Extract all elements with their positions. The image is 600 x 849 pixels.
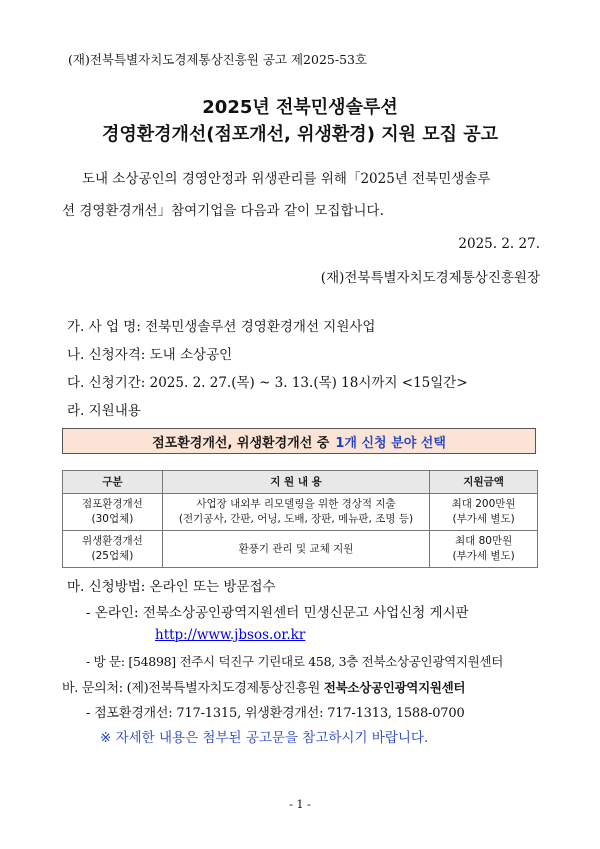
item-eligibility: 나. 신청자격: 도내 소상공인 — [67, 347, 233, 363]
banner-highlight: 1개 신청 분야 선택 — [335, 435, 446, 451]
amount-value: 최대 200만원 — [451, 498, 516, 510]
contact-info — [62, 677, 465, 696]
banner-text: 점포환경개선, 위생환경개선 중 — [152, 435, 330, 451]
page-title-line2: 경영환경개선(점포개선, 위생환경) 지원 모집 공고 — [101, 124, 499, 145]
visit-application: - 방 문: [54898] 전주시 덕진구 기린대로 458, 3층 전북소상공인광역지원센터 — [86, 654, 503, 669]
content-detail: (전기공사, 간판, 어닝, 도배, 장판, 메뉴판, 조명 등) — [178, 513, 414, 525]
application-method: 마. 신청방법: 온라인 또는 방문접수 — [67, 579, 276, 595]
contact-center: 전북소상공인광역지원센터 — [323, 680, 466, 695]
category-name: 위생환경개선 — [81, 535, 143, 547]
table-header-row — [63, 471, 538, 494]
header-content: 지 원 내 용 — [162, 471, 429, 494]
intro-line2: 션 경영환경개선」참여기업을 다음과 같이 모집합니다. — [62, 203, 384, 219]
table-row — [63, 531, 538, 568]
online-application: - 온라인: 전북소상공인광역지원센터 민생신문고 사업신청 게시판 — [86, 605, 469, 621]
amount-value: 최대 80만원 — [454, 535, 513, 547]
category-count: (25업체) — [91, 550, 134, 562]
header-category: 구분 — [63, 471, 163, 494]
notice-date: 2025. 2. 27. — [458, 236, 540, 252]
amount-note: (부가세 별도) — [452, 550, 515, 562]
issuing-organization: (재)전북특별자치도경제통상진흥원장 — [320, 270, 540, 286]
content-line: 사업장 내외부 리모델링을 위한 경상적 지출 — [196, 498, 396, 510]
notice-reference: (재)전북특별자치도경제통상진흥원 공고 제2025-53호 — [68, 52, 368, 67]
content-line: 환풍기 관리 및 교체 지원 — [238, 542, 354, 555]
page-title-line1: 2025년 전북민생솔루션 — [202, 97, 398, 118]
content-cell — [162, 494, 429, 531]
page-number: - 1 - — [289, 798, 311, 811]
amount-cell — [430, 531, 538, 568]
intro-line1: 도내 소상공인의 경영안정과 위생관리를 위해「2025년 전북민생솔루 — [82, 171, 491, 187]
item-application-period: 다. 신청기간: 2025. 2. 27.(목) ~ 3. 13.(목) 18시까지 <15일간> — [67, 375, 468, 391]
table-row — [63, 494, 538, 531]
item-support-content: 라. 지원내용 — [67, 403, 141, 419]
category-cell — [63, 494, 163, 531]
reference-note: ※ 자세한 내용은 첨부된 공고문을 참고하시기 바랍니다. — [100, 730, 429, 746]
amount-note: (부가세 별도) — [452, 513, 515, 525]
contact-label: 바. 문의처: (제)전북특별자치도경제통상진흥원 — [62, 681, 321, 696]
content-cell — [162, 531, 429, 568]
amount-cell — [430, 494, 538, 531]
contact-phones: - 점포환경개선: 717-1315, 위생환경개선: 717-1313, 1588-0700 — [86, 706, 465, 721]
category-count: (30업체) — [91, 513, 134, 525]
website-link[interactable]: http://www.jbsos.or.kr — [155, 627, 306, 643]
category-cell — [63, 531, 163, 568]
category-name: 점포환경개선 — [81, 498, 143, 510]
selection-banner — [62, 428, 536, 454]
item-business-name: 가. 사 업 명: 전북민생솔루션 경영환경개선 지원사업 — [67, 319, 376, 335]
header-amount: 지원금액 — [430, 471, 538, 494]
support-table — [62, 470, 538, 568]
